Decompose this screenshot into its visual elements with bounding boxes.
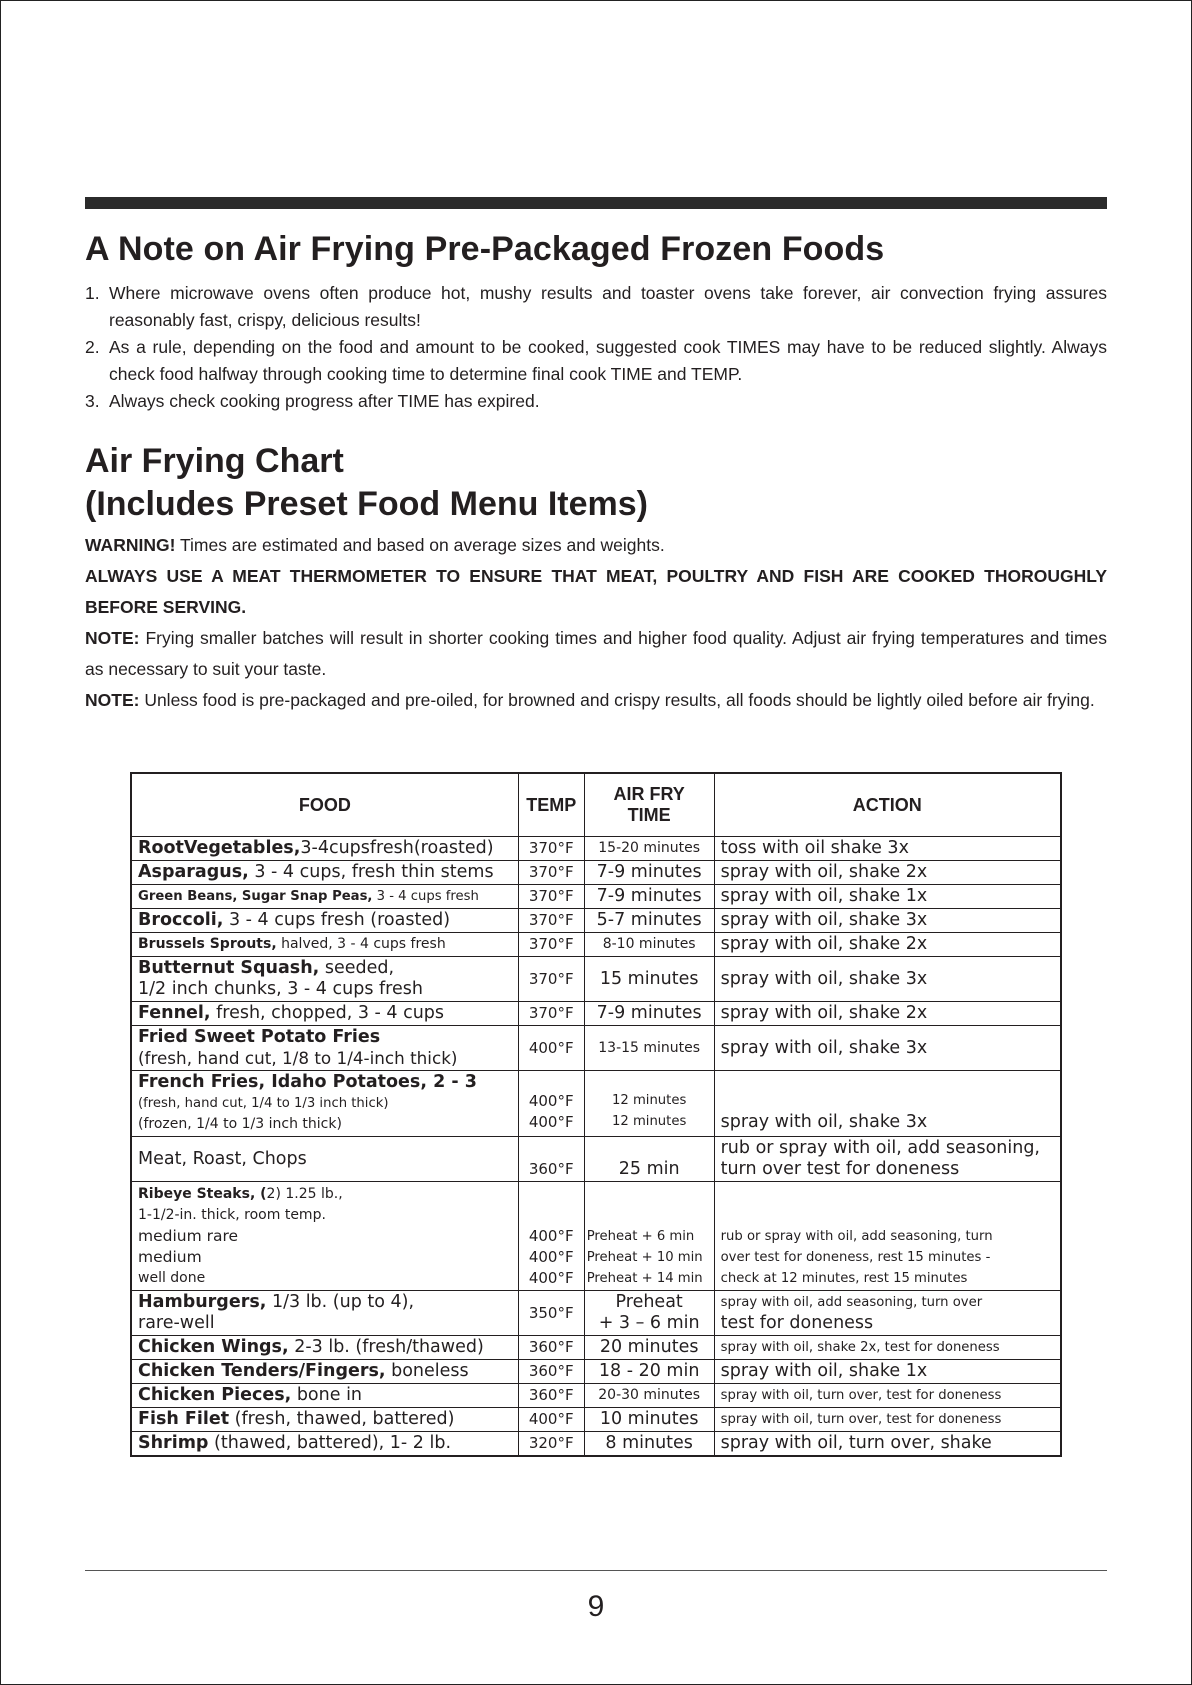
action-cell: spray with oil, shake 3x [714, 1026, 1061, 1071]
header-food: FOOD [131, 773, 518, 837]
action-line: rub or spray with oil, add seasoning, turn [720, 1229, 993, 1244]
temp-cell: 360°F [518, 1384, 584, 1408]
warning-paragraph [85, 530, 1107, 561]
food-detail: (thawed, battered), 1- 2 lb. [208, 1433, 452, 1453]
temp-cell: 360°F [518, 1137, 584, 1182]
temp-cell: 370°F [518, 933, 584, 957]
note-number: 3. [85, 391, 100, 411]
time-cell: 5-7 minutes [584, 909, 714, 933]
table-row [131, 957, 1061, 1002]
time-cell: 10 minutes [584, 1408, 714, 1432]
food-detail: (fresh, hand cut, 1/8 to 1/4-inch thick) [138, 1048, 458, 1068]
food-name: French Fries, Idaho Potatoes, 2 - 3 [138, 1072, 477, 1092]
food-cell [131, 837, 518, 861]
food-detail: 1/2 inch chunks, 3 - 4 cups fresh [138, 979, 423, 999]
food-cell [131, 957, 518, 1002]
time-cell: 8-10 minutes [584, 933, 714, 957]
food-name: RootVegetables, [138, 838, 301, 858]
action-cell: spray with oil, shake 2x [714, 861, 1061, 885]
food-detail: 3 - 4 cups fresh [372, 889, 479, 904]
food-detail: 2-3 lb. (fresh/thawed) [288, 1337, 484, 1357]
header-time-line2: TIME [627, 805, 671, 825]
time-value: + 3 – 6 min [598, 1313, 700, 1333]
table-row [131, 1137, 1061, 1182]
food-name: Fennel, [138, 1003, 211, 1023]
note-item [85, 334, 1107, 388]
note-text: Frying smaller batches will result in shorter cooking times and higher food quality. Adjust air frying temperatures and times as necessary to suit your taste. [85, 628, 1107, 679]
time-value: Preheat + 14 min [586, 1271, 703, 1286]
action-cell: spray with oil, shake 3x [714, 957, 1061, 1002]
food-detail: seeded, [319, 958, 395, 978]
warning-text: Times are estimated and based on average sizes and weights. [175, 535, 665, 555]
action-cell: spray with oil, shake 2x, test for doneness [714, 1336, 1061, 1360]
food-name: Butternut Squash, [138, 958, 320, 978]
action-cell: spray with oil, shake 3x [714, 909, 1061, 933]
note-text: As a rule, depending on the food and amount to be cooked, suggested cook TIMES may have to be reduced slightly. Always check food halfway through cooking time to determine final cook TIME and TEMP. [109, 337, 1107, 384]
time-value: Preheat + 10 min [586, 1250, 703, 1265]
food-detail: 3-4cupsfresh(roasted) [300, 838, 494, 858]
time-cell: 18 - 20 min [584, 1360, 714, 1384]
temp-cell: 400°F [518, 1026, 584, 1071]
temp-cell: 350°F [518, 1291, 584, 1336]
temp-cell [518, 1071, 584, 1137]
food-cell [131, 1291, 518, 1336]
action-cell: spray with oil, shake 3x [714, 1071, 1061, 1137]
action-line: rub or spray with oil, add seasoning, [720, 1138, 1040, 1158]
action-cell: spray with oil, shake 1x [714, 1360, 1061, 1384]
table-row [131, 909, 1061, 933]
time-cell: 15 minutes [584, 957, 714, 1002]
food-name: Shrimp [138, 1433, 209, 1453]
food-detail: 1-1/2-in. thick, room temp. [138, 1207, 326, 1223]
note-paragraph [85, 685, 1107, 716]
note-item [85, 388, 1107, 415]
table-row [131, 1071, 1061, 1137]
time-cell: 7-9 minutes [584, 885, 714, 909]
food-detail: (frozen, 1/4 to 1/3 inch thick) [138, 1116, 342, 1132]
food-cell [131, 1182, 518, 1291]
page-number: 9 [587, 1590, 605, 1623]
action-cell [714, 1137, 1061, 1182]
temp-value: 400°F [528, 1092, 574, 1110]
time-cell: 13-15 minutes [584, 1026, 714, 1071]
time-cell: 20 minutes [584, 1336, 714, 1360]
action-cell: spray with oil, shake 2x [714, 933, 1061, 957]
temp-cell: 400°F [518, 1408, 584, 1432]
food-cell [131, 1432, 518, 1457]
time-cell: 20-30 minutes [584, 1384, 714, 1408]
food-detail: (fresh, thawed, battered) [229, 1409, 455, 1429]
note-text: Where microwave ovens often produce hot, mushy results and toaster ovens take forever, air convection frying assures reasonably fast, crispy, delicious results! [109, 283, 1107, 330]
food-detail: medium rare [138, 1227, 239, 1245]
food-cell [131, 1026, 518, 1071]
temp-value: 400°F [528, 1269, 574, 1287]
action-cell: spray with oil, turn over, test for doneness [714, 1384, 1061, 1408]
temp-cell: 360°F [518, 1360, 584, 1384]
note-text: Always check cooking progress after TIME has expired. [109, 391, 540, 411]
food-detail: 3 - 4 cups fresh (roasted) [223, 910, 451, 930]
food-name: Chicken Tenders/Fingers, [138, 1361, 386, 1381]
food-cell [131, 1408, 518, 1432]
temp-cell: 370°F [518, 885, 584, 909]
temp-cell: 370°F [518, 957, 584, 1002]
food-name: Asparagus, [138, 862, 249, 882]
temp-value: 400°F [528, 1113, 574, 1131]
food-detail: (fresh, hand cut, 1/4 to 1/3 inch thick) [138, 1096, 389, 1111]
food-name: Hamburgers, [138, 1292, 267, 1312]
food-detail: bone in [291, 1385, 363, 1405]
food-cell [131, 933, 518, 957]
table-row [131, 1336, 1061, 1360]
action-cell: spray with oil, shake 2x [714, 1002, 1061, 1026]
chart-subtitle: (Includes Preset Food Menu Items) [85, 485, 648, 523]
food-name: Fish Filet [138, 1409, 230, 1429]
table-row [131, 861, 1061, 885]
food-cell [131, 1071, 518, 1137]
note-number: 1. [85, 283, 100, 303]
food-cell [131, 1336, 518, 1360]
note-label: NOTE: [85, 628, 140, 648]
temp-cell: 370°F [518, 837, 584, 861]
food-cell [131, 1002, 518, 1026]
food-cell [131, 909, 518, 933]
temp-value: 400°F [528, 1248, 574, 1266]
temp-cell: 320°F [518, 1432, 584, 1457]
food-cell: Meat, Roast, Chops [131, 1137, 518, 1182]
time-value: 12 minutes [611, 1093, 687, 1108]
table-row [131, 1002, 1061, 1026]
time-cell [584, 1071, 714, 1137]
header-time [584, 773, 714, 837]
action-cell [714, 1291, 1061, 1336]
food-detail: rare-well [138, 1313, 215, 1333]
action-cell: spray with oil, turn over, test for doneness [714, 1408, 1061, 1432]
temp-cell: 370°F [518, 909, 584, 933]
food-name: Ribeye Steaks, ( [138, 1186, 267, 1202]
header-time-line1: AIR FRY [613, 784, 685, 804]
note-label: NOTE: [85, 690, 140, 710]
table-row [131, 1026, 1061, 1071]
action-line: test for doneness [720, 1313, 874, 1333]
action-line: over test for doneness, rest 15 minutes - [720, 1250, 991, 1265]
time-cell: 7-9 minutes [584, 1002, 714, 1026]
table-row [131, 1182, 1061, 1291]
food-cell [131, 1384, 518, 1408]
temp-value: 400°F [528, 1227, 574, 1245]
time-cell: 15-20 minutes [584, 837, 714, 861]
time-value: Preheat + 6 min [586, 1229, 695, 1244]
thermometer-warning: ALWAYS USE A MEAT THERMOMETER TO ENSURE THAT MEAT, POULTRY AND FISH ARE COOKED THOROUGHLY BEFORE SERVING. [85, 566, 1107, 617]
table-header-row [131, 773, 1061, 837]
action-line: spray with oil, add seasoning, turn over [720, 1295, 983, 1310]
food-name: Broccoli, [138, 910, 224, 930]
bottom-rule [85, 1570, 1107, 1571]
food-detail: fresh, chopped, 3 - 4 cups [210, 1003, 445, 1023]
section-title: A Note on Air Frying Pre-Packaged Frozen Foods [85, 230, 885, 268]
action-cell [714, 1182, 1061, 1291]
food-detail: 2) 1.25 lb., [266, 1186, 343, 1202]
table-row [131, 837, 1061, 861]
food-name: Green Beans, Sugar Snap Peas, [138, 889, 373, 904]
action-line: check at 12 minutes, rest 15 minutes [720, 1271, 968, 1286]
intro-text [85, 530, 1107, 716]
table-row [131, 1291, 1061, 1336]
temp-cell: 360°F [518, 1336, 584, 1360]
note-item [85, 280, 1107, 334]
table-row [131, 933, 1061, 957]
food-name: Chicken Pieces, [138, 1385, 292, 1405]
warning-label: WARNING! [85, 535, 176, 555]
table-row [131, 1360, 1061, 1384]
header-temp: TEMP [518, 773, 584, 837]
table-row [131, 885, 1061, 909]
temp-cell: 370°F [518, 1002, 584, 1026]
time-value: Preheat [615, 1292, 683, 1312]
time-cell [584, 1182, 714, 1291]
food-name: Brussels Sprouts, [138, 936, 277, 952]
action-cell: toss with oil shake 3x [714, 837, 1061, 861]
table-row [131, 1408, 1061, 1432]
table-row [131, 1432, 1061, 1457]
note-number: 2. [85, 337, 100, 357]
food-detail: boneless [385, 1361, 469, 1381]
note-text: Unless food is pre-packaged and pre-oiled, for browned and crispy results, all foods should be lightly oiled before air frying. [139, 690, 1095, 710]
temp-cell [518, 1182, 584, 1291]
time-cell: 25 min [584, 1137, 714, 1182]
time-value: 12 minutes [611, 1114, 687, 1129]
chart-heading [85, 440, 648, 526]
food-name: Fried Sweet Potato Fries [138, 1027, 381, 1047]
chart-title: Air Frying Chart [85, 442, 344, 480]
food-detail: well done [138, 1270, 206, 1286]
action-line: turn over test for doneness [720, 1159, 960, 1179]
temp-cell: 370°F [518, 861, 584, 885]
food-cell [131, 1360, 518, 1384]
notes-list [85, 280, 1107, 415]
time-cell: 8 minutes [584, 1432, 714, 1457]
table-row [131, 1384, 1061, 1408]
food-detail: 1/3 lb. (up to 4), [266, 1292, 415, 1312]
food-detail: medium [138, 1248, 202, 1266]
time-cell [584, 1291, 714, 1336]
action-cell: spray with oil, turn over, shake [714, 1432, 1061, 1457]
note-paragraph [85, 623, 1107, 685]
food-detail: 3 - 4 cups, fresh thin stems [248, 862, 494, 882]
food-name: Chicken Wings, [138, 1337, 289, 1357]
food-detail: halved, 3 - 4 cups fresh [276, 936, 446, 952]
top-rule [85, 197, 1107, 209]
time-cell: 7-9 minutes [584, 861, 714, 885]
header-action: ACTION [714, 773, 1061, 837]
food-cell [131, 885, 518, 909]
air-frying-chart-table [130, 772, 1062, 1457]
food-cell [131, 861, 518, 885]
action-cell: spray with oil, shake 1x [714, 885, 1061, 909]
